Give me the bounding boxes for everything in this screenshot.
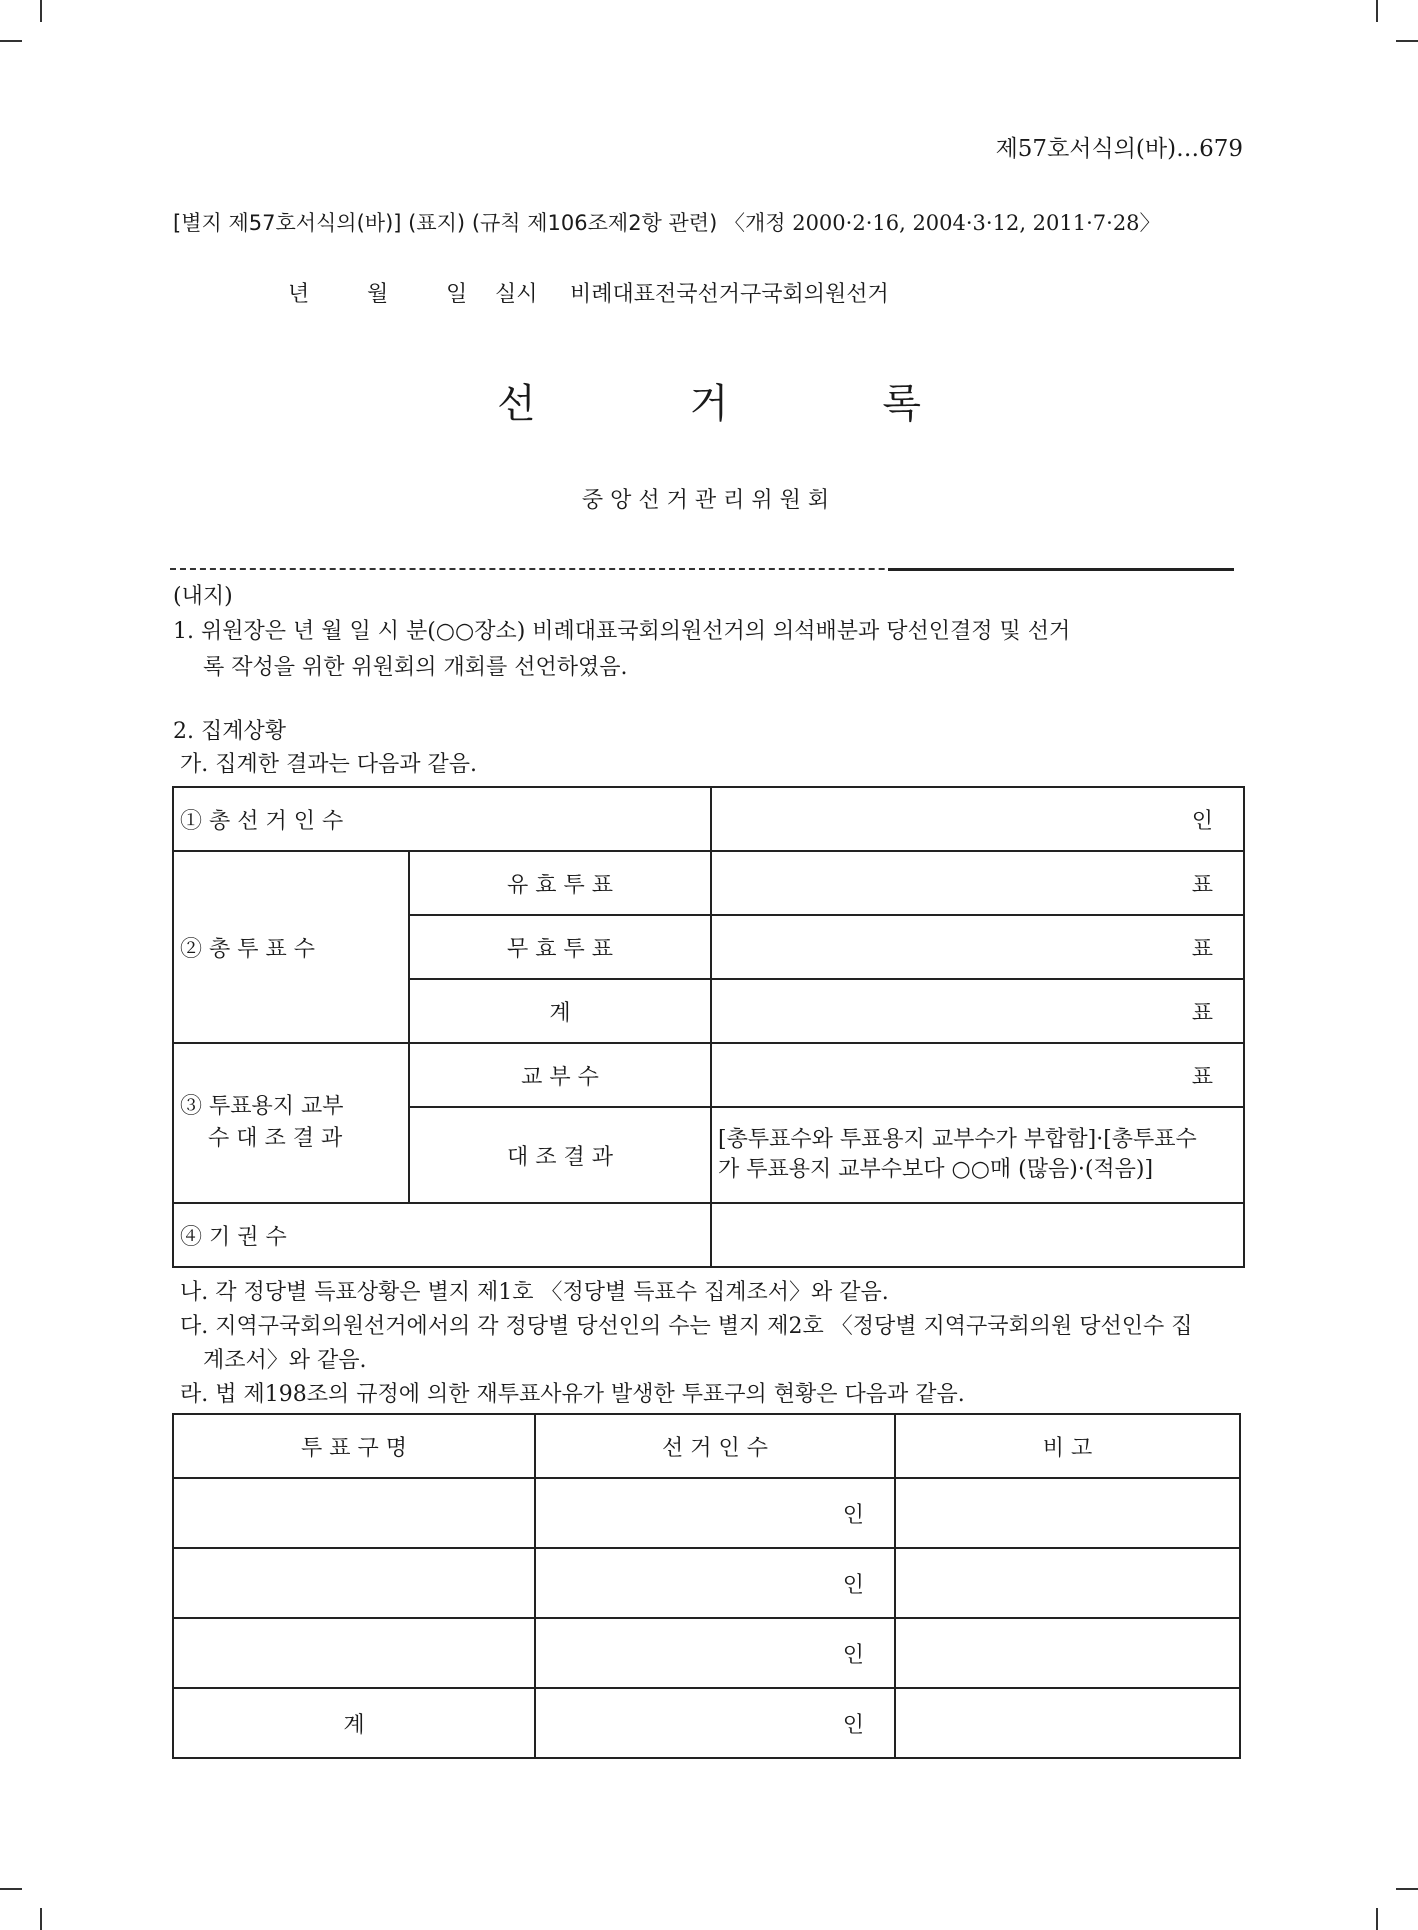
header-note: 비 고 <box>895 1414 1240 1478</box>
day-label: 일 <box>446 282 468 307</box>
ballot-check-line2: 수 대 조 결 과 <box>208 1126 343 1151</box>
item2-sub-da-line2: 계조서〉와 같음. <box>203 1348 367 1373</box>
table-row <box>173 1548 1240 1618</box>
form-reference: 제57호서식의(바)…679 <box>995 136 1243 162</box>
form-label: [별지 제57호서식의(바)] <box>173 211 402 235</box>
crop-mark <box>1376 0 1378 22</box>
item2-sub-na: 나. 각 정당별 득표상황은 별지 제1호 〈정당별 득표수 집계조서〉와 같음. <box>180 1280 889 1305</box>
electors-total-cell: 인 <box>535 1688 895 1758</box>
valid-votes-unit: 표 <box>711 851 1244 915</box>
item1-line2: 록 작성을 위한 위원회의 개회를 선언하였음. <box>203 655 628 680</box>
year-label: 년 <box>288 282 310 307</box>
table-row <box>173 1203 1244 1267</box>
table-total-row <box>173 1688 1240 1758</box>
organization-name: 중앙선거관리위원회 <box>581 488 837 513</box>
total-electors-unit: 인 <box>711 787 1244 851</box>
compare-value <box>711 1107 1244 1203</box>
electors-cell: 인 <box>535 1548 895 1618</box>
rule-reference: (규칙 제106조제2항 관련) <box>471 211 718 235</box>
ballot-check-label <box>173 1043 409 1203</box>
crop-mark <box>1376 1908 1378 1930</box>
table-row <box>173 1618 1240 1688</box>
note-cell <box>895 1478 1240 1548</box>
sum-unit: 표 <box>711 979 1244 1043</box>
valid-votes-label: 유 효 투 표 <box>409 851 711 915</box>
crop-mark <box>0 40 22 42</box>
precinct-cell <box>173 1548 535 1618</box>
compare-value-line1: [총투표수와 투표용지 교부수가 부합함]·[총투표수 <box>718 1127 1197 1152</box>
note-cell <box>895 1618 1240 1688</box>
total-electors-label: ① 총 선 거 인 수 <box>173 787 711 851</box>
electors-cell: 인 <box>535 1618 895 1688</box>
sum-label: 계 <box>409 979 711 1043</box>
item2-sub-ra: 라. 법 제198조의 규정에 의한 재투표사유가 발생한 투표구의 현황은 다음과 같음. <box>180 1382 965 1407</box>
revote-table <box>172 1413 1241 1759</box>
table-row <box>173 787 1244 851</box>
table-row <box>173 1043 1244 1107</box>
title-char: 선 <box>496 381 536 427</box>
header-precinct: 투 표 구 명 <box>173 1414 535 1478</box>
item2-heading: 2. 집계상황 <box>173 719 286 744</box>
inner-label: (내지) <box>173 584 233 609</box>
table-row <box>173 851 1244 915</box>
precinct-cell <box>173 1618 535 1688</box>
invalid-votes-unit: 표 <box>711 915 1244 979</box>
held-label: 실시 <box>495 282 538 307</box>
abstain-label: ④ 기 권 수 <box>173 1203 711 1267</box>
revision-history: 〈개정 2000·2·16, 2004·3·12, 2011·7·28〉 <box>723 211 1161 235</box>
item1-line1: 1. 위원장은 년 월 일 시 분(○○장소) 비례대표국회의원선거의 의석배분과 당선인결정 및 선거 <box>173 619 1071 644</box>
title-char: 거 <box>689 381 729 427</box>
abstain-value <box>711 1203 1244 1267</box>
issued-unit: 표 <box>711 1043 1244 1107</box>
invalid-votes-label: 무 효 투 표 <box>409 915 711 979</box>
header-electors: 선 거 인 수 <box>535 1414 895 1478</box>
title-char: 록 <box>882 381 922 427</box>
crop-mark <box>0 1888 22 1890</box>
cover-label: (표지) <box>408 211 466 235</box>
item2-sub-da-line1: 다. 지역구국회의원선거에서의 각 정당별 당선인의 수는 별지 제2호 〈정당별 지역구국회의원 당선인수 집 <box>180 1314 1193 1339</box>
note-cell <box>895 1548 1240 1618</box>
crop-mark <box>1396 1888 1418 1890</box>
cut-line <box>888 568 1234 571</box>
form-header <box>173 207 1161 237</box>
table-header-row <box>173 1414 1240 1478</box>
ballot-check-line1: ③ 투표용지 교부 <box>180 1094 344 1119</box>
electors-cell: 인 <box>535 1478 895 1548</box>
item2-sub-ga: 가. 집계한 결과는 다음과 같음. <box>180 752 477 777</box>
crop-mark <box>40 1908 42 1930</box>
compare-label: 대 조 결 과 <box>409 1107 711 1203</box>
month-label: 월 <box>367 282 389 307</box>
page-title <box>0 372 1418 429</box>
crop-mark <box>1396 40 1418 42</box>
note-cell <box>895 1688 1240 1758</box>
date-line <box>288 277 889 308</box>
election-name: 비례대표전국선거구국회의원선거 <box>570 282 889 307</box>
total-votes-label: ② 총 투 표 수 <box>173 851 409 1043</box>
issued-label: 교 부 수 <box>409 1043 711 1107</box>
precinct-cell <box>173 1478 535 1548</box>
total-label: 계 <box>173 1688 535 1758</box>
tally-table <box>172 786 1245 1268</box>
table-row <box>173 1478 1240 1548</box>
crop-mark <box>40 0 42 22</box>
compare-value-line2: 가 투표용지 교부수보다 ○○매 (많음)·(적음)] <box>718 1157 1154 1182</box>
